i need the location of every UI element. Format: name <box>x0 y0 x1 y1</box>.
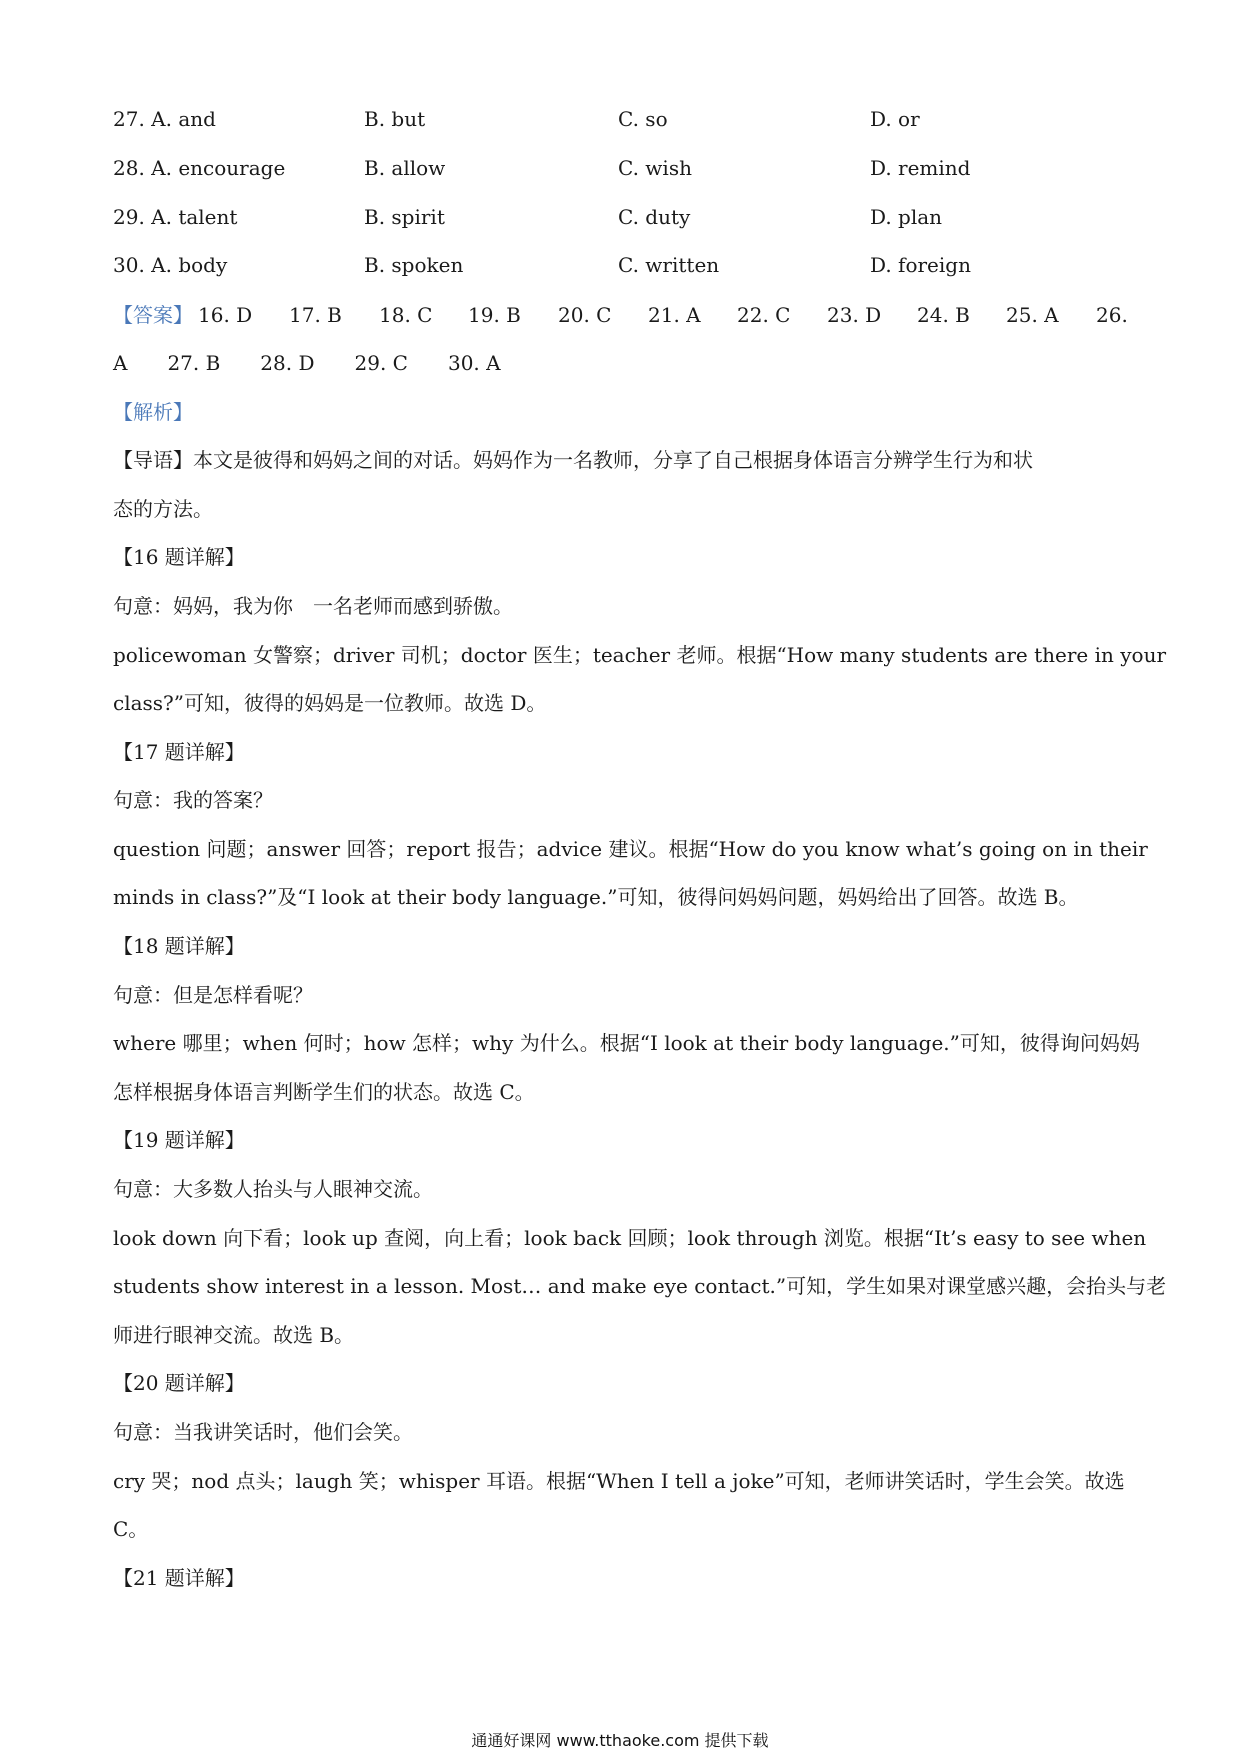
option-b: B. allow <box>364 156 446 180</box>
q19-line: students show interest in a lesson. Most… and make eye contact.”可知，学生如果对课堂感兴趣，会抬头与老 <box>113 1274 1167 1298</box>
option-a: 28. A. encourage <box>113 156 286 180</box>
answer-item: 16. D <box>198 303 253 327</box>
option-b: B. but <box>364 107 426 131</box>
option-c: C. duty <box>618 205 691 229</box>
answer-item: 21. A <box>648 303 701 327</box>
option-c: C. so <box>618 107 668 131</box>
option-a: 29. A. talent <box>113 205 238 229</box>
answer-item: 26. <box>1096 303 1128 327</box>
answer-item: 22. C <box>737 303 791 327</box>
answer-label: 【答案】 <box>113 303 193 327</box>
intro-line: 态的方法。 <box>113 497 213 521</box>
answer-item: 23. D <box>827 303 882 327</box>
q16-heading: 【16 题详解】 <box>113 545 245 569</box>
q20-line: 句意：当我讲笑话时，他们会笑。 <box>113 1420 413 1444</box>
option-d: D. foreign <box>870 253 971 277</box>
q19-heading: 【19 题详解】 <box>113 1128 245 1152</box>
q16-line: 句意：妈妈，我为你 一名老师而感到骄傲。 <box>113 594 513 618</box>
q17-line: minds in class?”及“I look at their body language.”可知，彼得问妈妈问题，妈妈给出了回答。故选 B。 <box>113 885 1079 909</box>
option-b: B. spirit <box>364 205 445 229</box>
q20-line: cry 哭；nod 点头；laugh 笑；whisper 耳语。根据“When I tell a joke”可知，老师讲笑话时，学生会笑。故选 <box>113 1469 1125 1493</box>
q19-line: 句意：大多数人抬头与人眼神交流。 <box>113 1177 433 1201</box>
option-b: B. spoken <box>364 253 464 277</box>
analysis-label: 【解析】 <box>113 400 193 424</box>
q17-line: 句意：我的答案？ <box>113 788 273 812</box>
q21-heading: 【21 题详解】 <box>113 1566 245 1590</box>
q17-heading: 【17 题详解】 <box>113 740 245 764</box>
option-d: D. remind <box>870 156 971 180</box>
option-a: 27. A. and <box>113 107 216 131</box>
option-d: D. plan <box>870 205 943 229</box>
answer-item: 17. B <box>289 303 342 327</box>
q18-line: 句意：但是怎样看呢？ <box>113 983 313 1007</box>
option-c: C. written <box>618 253 720 277</box>
q18-heading: 【18 题详解】 <box>113 934 245 958</box>
option-c: C. wish <box>618 156 692 180</box>
page-footer: 通通好课网 www.tthaoke.com 提供下载 <box>471 1731 769 1750</box>
answer-key-line2: A 27. B 28. D 29. C 30. A <box>113 351 501 375</box>
option-d: D. or <box>870 107 920 131</box>
answer-item: 19. B <box>468 303 521 327</box>
q18-line: where 哪里；when 何时；how 怎样；why 为什么。根据“I look at their body language.”可知，彼得询问妈妈 <box>113 1031 1140 1055</box>
answer-item: 25. A <box>1006 303 1059 327</box>
answer-item: 24. B <box>917 303 970 327</box>
answer-item: 20. C <box>558 303 612 327</box>
q19-line: 师进行眼神交流。故选 B。 <box>113 1323 355 1347</box>
q19-line: look down 向下看；look up 查阅，向上看；look back 回顾；look through 浏览。根据“It’s easy to see when <box>113 1226 1147 1250</box>
q18-line: 怎样根据身体语言判断学生们的状态。故选 C。 <box>113 1080 535 1104</box>
q16-line: class?”可知，彼得的妈妈是一位教师。故选 D。 <box>113 691 547 715</box>
q20-line: C。 <box>113 1517 149 1541</box>
q16-line: policewoman 女警察；driver 司机；doctor 医生；teacher 老师。根据“How many students are there in your <box>113 643 1167 667</box>
q20-heading: 【20 题详解】 <box>113 1371 245 1395</box>
intro-line: 【导语】本文是彼得和妈妈之间的对话。妈妈作为一名教师，分享了自己根据身体语言分辨学生行为和状 <box>113 448 1033 472</box>
option-a: 30. A. body <box>113 253 228 277</box>
answer-item: 18. C <box>379 303 433 327</box>
q17-line: question 问题；answer 回答；report 报告；advice 建议。根据“How do you know what’s going on in their <box>113 837 1148 861</box>
